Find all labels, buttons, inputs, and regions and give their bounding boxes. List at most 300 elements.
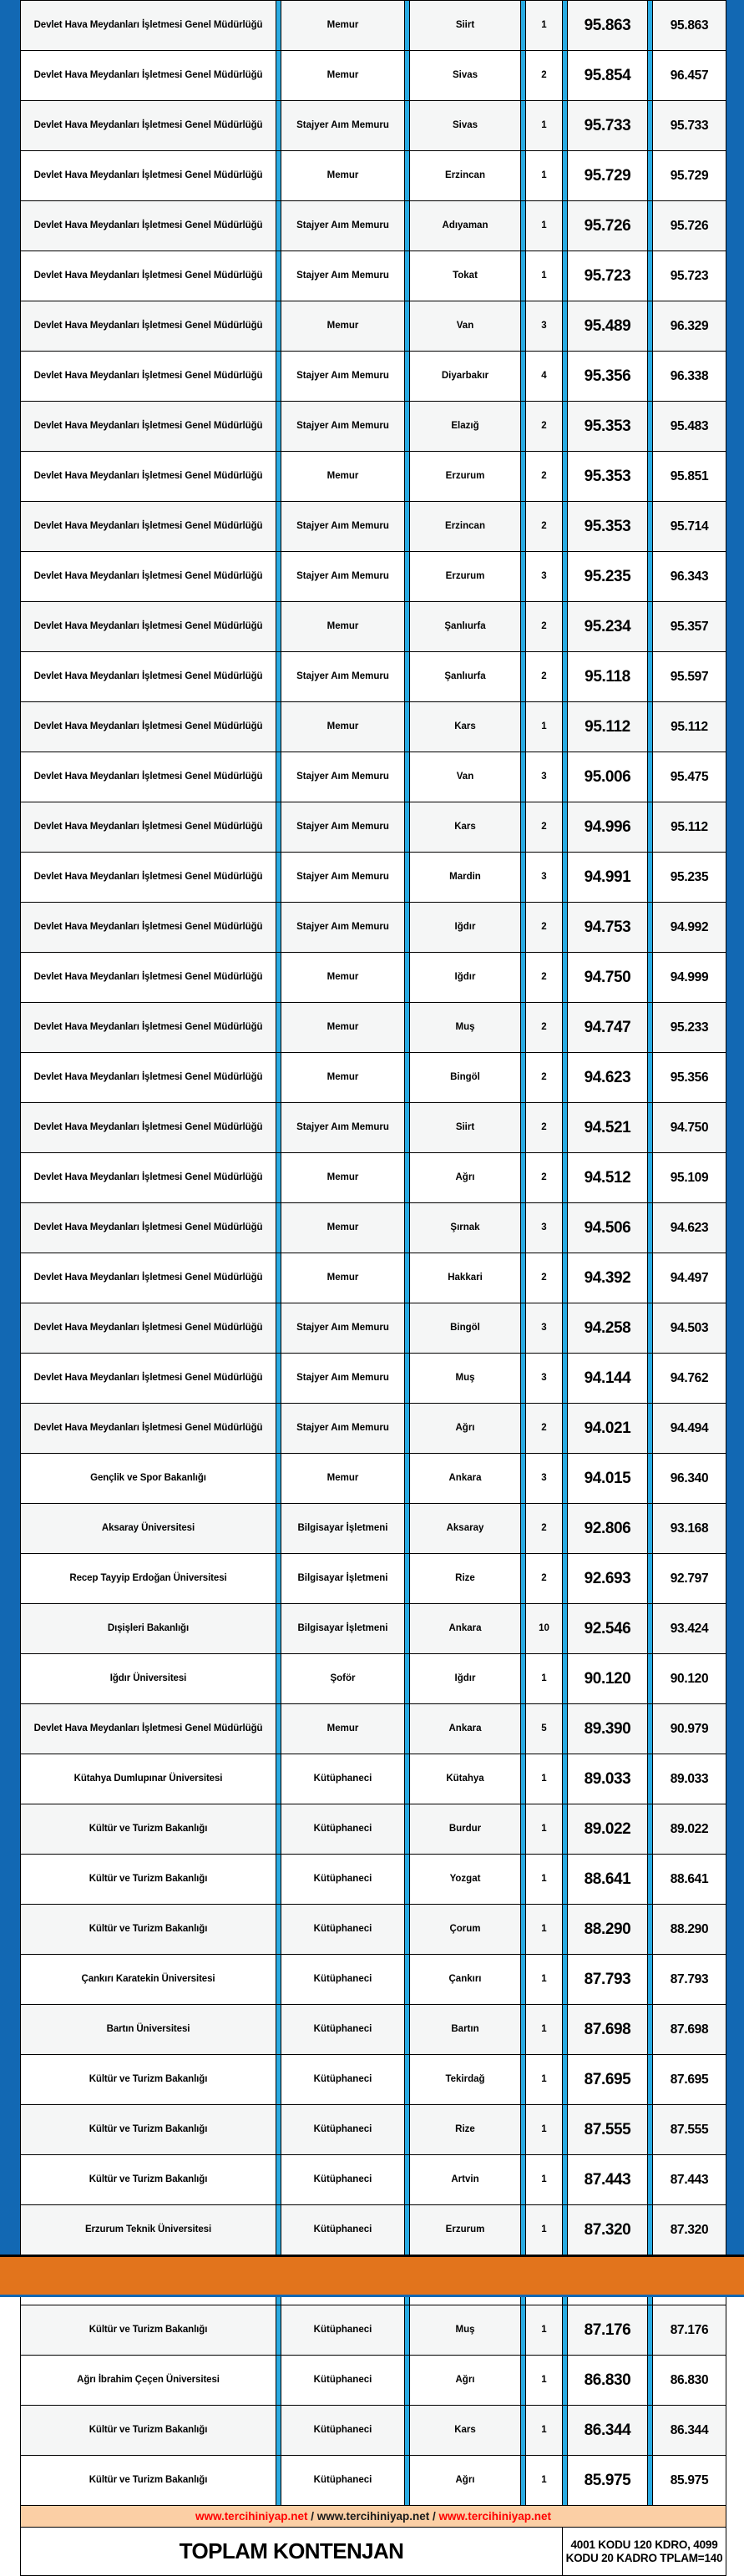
cell-quota: 3 (526, 301, 563, 352)
table-row (21, 903, 726, 953)
cell-city: Iğdır (410, 903, 521, 953)
cell-min-score: 95.729 (568, 151, 648, 201)
table-row (21, 1203, 726, 1253)
cell-max-score: 92.797 (653, 1554, 726, 1604)
cell-institution: Kültür ve Turizm Bakanlığı (21, 2105, 276, 2155)
table-row (21, 2456, 726, 2506)
cell-quota: 1 (526, 1654, 563, 1704)
cell-quota: 2 (526, 602, 563, 652)
cell-quota: 2 (526, 1253, 563, 1303)
table-row (21, 2356, 726, 2406)
cell-min-score: 95.854 (568, 51, 648, 101)
cell-max-score: 95.726 (653, 201, 726, 251)
cell-quota: 4 (526, 352, 563, 402)
bottom-orange-bar (0, 2255, 744, 2297)
cell-institution: Devlet Hava Meydanları İşletmesi Genel Müdürlüğü (21, 1253, 276, 1303)
cell-city: Bartın (410, 2005, 521, 2055)
cell-max-score: 87.443 (653, 2155, 726, 2205)
cell-title: Memur (281, 1053, 405, 1103)
table-row (21, 1303, 726, 1354)
cell-max-score: 95.723 (653, 251, 726, 301)
cell-max-score: 94.494 (653, 1404, 726, 1454)
cell-city: Diyarbakır (410, 352, 521, 402)
cell-city: Ankara (410, 1604, 521, 1654)
cell-quota: 1 (526, 2155, 563, 2205)
cell-institution: Devlet Hava Meydanları İşletmesi Genel Müdürlüğü (21, 1053, 276, 1103)
table-row (21, 853, 726, 903)
placement-score-table (20, 0, 726, 2576)
cell-city: Kütahya (410, 1754, 521, 1804)
cell-quota: 1 (526, 2205, 563, 2255)
cell-min-score: 95.863 (568, 1, 648, 51)
cell-max-score: 87.698 (653, 2005, 726, 2055)
table-row (21, 1253, 726, 1303)
cell-title: Stajyer Aım Memuru (281, 201, 405, 251)
table-row (21, 2055, 726, 2105)
cell-max-score: 96.343 (653, 552, 726, 602)
cell-min-score: 89.022 (568, 1804, 648, 1855)
table-row (21, 151, 726, 201)
cell-quota: 2 (526, 652, 563, 702)
table-row (21, 1454, 726, 1504)
cell-institution: Devlet Hava Meydanları İşletmesi Genel Müdürlüğü (21, 702, 276, 752)
cell-quota: 1 (526, 2456, 563, 2506)
cell-quota: 1 (526, 2356, 563, 2406)
table-row (21, 2155, 726, 2205)
table-row (21, 1003, 726, 1053)
cell-city: Iğdır (410, 1654, 521, 1704)
cell-title: Stajyer Aım Memuru (281, 1354, 405, 1404)
cell-min-score: 95.353 (568, 502, 648, 552)
cell-quota: 10 (526, 1604, 563, 1654)
cell-quota: 2 (526, 953, 563, 1003)
cell-institution: Devlet Hava Meydanları İşletmesi Genel Müdürlüğü (21, 652, 276, 702)
cell-max-score: 87.176 (653, 2305, 726, 2356)
cell-quota: 2 (526, 1404, 563, 1454)
cell-min-score: 95.723 (568, 251, 648, 301)
cell-min-score: 94.015 (568, 1454, 648, 1504)
cell-city: Çankırı (410, 1955, 521, 2005)
cell-quota: 1 (526, 2305, 563, 2356)
cell-max-score: 95.475 (653, 752, 726, 802)
table-row (21, 101, 726, 151)
cell-max-score: 90.120 (653, 1654, 726, 1704)
table-row (21, 201, 726, 251)
cell-institution: Devlet Hava Meydanları İşletmesi Genel Müdürlüğü (21, 1704, 276, 1754)
cell-institution: Kültür ve Turizm Bakanlığı (21, 2406, 276, 2456)
cell-max-score: 87.793 (653, 1955, 726, 2005)
cell-quota: 1 (526, 1955, 563, 2005)
cell-max-score: 95.356 (653, 1053, 726, 1103)
cell-institution: Devlet Hava Meydanları İşletmesi Genel Müdürlüğü (21, 1003, 276, 1053)
cell-min-score: 94.623 (568, 1053, 648, 1103)
watermark-link-2: www.tercihiniyap.net (316, 2509, 430, 2523)
cell-min-score: 87.555 (568, 2105, 648, 2155)
cell-institution: Gençlik ve Spor Bakanlığı (21, 1454, 276, 1504)
cell-min-score: 94.506 (568, 1203, 648, 1253)
cell-min-score: 95.726 (568, 201, 648, 251)
watermark-cell (21, 2506, 726, 2528)
cell-min-score: 87.443 (568, 2155, 648, 2205)
cell-title: Memur (281, 151, 405, 201)
cell-min-score: 87.176 (568, 2305, 648, 2356)
table-row (21, 552, 726, 602)
cell-institution: Devlet Hava Meydanları İşletmesi Genel Müdürlüğü (21, 1, 276, 51)
cell-min-score: 94.750 (568, 953, 648, 1003)
cell-city: Muş (410, 1003, 521, 1053)
table-row (21, 752, 726, 802)
cell-institution: Devlet Hava Meydanları İşletmesi Genel Müdürlüğü (21, 101, 276, 151)
cell-city: Çorum (410, 1905, 521, 1955)
cell-max-score: 94.992 (653, 903, 726, 953)
cell-min-score: 95.006 (568, 752, 648, 802)
cell-city: Burdur (410, 1804, 521, 1855)
cell-city: Şanlıurfa (410, 602, 521, 652)
cell-title: Memur (281, 602, 405, 652)
cell-max-score: 95.483 (653, 402, 726, 452)
cell-quota: 1 (526, 1, 563, 51)
cell-quota: 1 (526, 101, 563, 151)
cell-institution: Devlet Hava Meydanları İşletmesi Genel Müdürlüğü (21, 602, 276, 652)
cell-title: Stajyer Aım Memuru (281, 853, 405, 903)
cell-max-score: 86.830 (653, 2356, 726, 2406)
cell-quota: 3 (526, 1354, 563, 1404)
table-row (21, 953, 726, 1003)
cell-min-score: 92.693 (568, 1554, 648, 1604)
cell-institution: Kültür ve Turizm Bakanlığı (21, 2155, 276, 2205)
cell-institution: Devlet Hava Meydanları İşletmesi Genel Müdürlüğü (21, 802, 276, 853)
cell-max-score: 94.999 (653, 953, 726, 1003)
table-row (21, 1103, 726, 1153)
cell-max-score: 90.979 (653, 1704, 726, 1754)
cell-max-score: 95.597 (653, 652, 726, 702)
cell-max-score: 88.641 (653, 1855, 726, 1905)
cell-title: Kütüphaneci (281, 2305, 405, 2356)
table-row (21, 702, 726, 752)
cell-quota: 1 (526, 1905, 563, 1955)
right-blue-rail (726, 0, 744, 2255)
cell-min-score: 94.521 (568, 1103, 648, 1153)
total-quota-line-1: 4001 KODU 120 KDRO, 4099 (570, 2538, 718, 2551)
cell-city: Erzincan (410, 502, 521, 552)
cell-max-score: 85.975 (653, 2456, 726, 2506)
cell-title: Kütüphaneci (281, 2155, 405, 2205)
table-row (21, 1504, 726, 1554)
cell-max-score: 87.555 (653, 2105, 726, 2155)
cell-quota: 1 (526, 702, 563, 752)
cell-city: Tekirdağ (410, 2055, 521, 2105)
cell-city: Aksaray (410, 1504, 521, 1554)
table-row (21, 2205, 726, 2255)
cell-max-score: 93.168 (653, 1504, 726, 1554)
cell-title: Kütüphaneci (281, 2055, 405, 2105)
cell-quota: 2 (526, 502, 563, 552)
table-row (21, 1554, 726, 1604)
cell-title: Bilgisayar İşletmeni (281, 1504, 405, 1554)
cell-city: Elazığ (410, 402, 521, 452)
cell-city: Van (410, 752, 521, 802)
cell-quota: 2 (526, 1003, 563, 1053)
cell-title: Memur (281, 953, 405, 1003)
cell-title: Kütüphaneci (281, 1855, 405, 1905)
cell-quota: 2 (526, 1053, 563, 1103)
cell-quota: 3 (526, 752, 563, 802)
cell-min-score: 94.144 (568, 1354, 648, 1404)
cell-title: Stajyer Aım Memuru (281, 101, 405, 151)
cell-city: Muş (410, 2305, 521, 2356)
cell-min-score: 95.234 (568, 602, 648, 652)
cell-institution: Aksaray Üniversitesi (21, 1504, 276, 1554)
cell-min-score: 86.344 (568, 2406, 648, 2456)
table-row (21, 502, 726, 552)
cell-quota: 2 (526, 1554, 563, 1604)
cell-institution: Ağrı İbrahim Çeçen Üniversitesi (21, 2356, 276, 2406)
total-row (21, 2528, 726, 2576)
cell-quota: 3 (526, 853, 563, 903)
cell-city: Kars (410, 2406, 521, 2456)
table-row (21, 352, 726, 402)
cell-min-score: 85.975 (568, 2456, 648, 2506)
cell-institution: Devlet Hava Meydanları İşletmesi Genel Müdürlüğü (21, 301, 276, 352)
cell-max-score: 93.424 (653, 1604, 726, 1654)
total-quota-line-2: KODU 20 KADRO TPLAM=140 (565, 2551, 723, 2564)
cell-title: Kütüphaneci (281, 1955, 405, 2005)
table-row (21, 51, 726, 101)
cell-city: Siirt (410, 1, 521, 51)
cell-title: Stajyer Aım Memuru (281, 1103, 405, 1153)
cell-min-score: 86.830 (568, 2356, 648, 2406)
cell-institution: Devlet Hava Meydanları İşletmesi Genel Müdürlüğü (21, 552, 276, 602)
cell-city: Mardin (410, 853, 521, 903)
cell-max-score: 94.503 (653, 1303, 726, 1354)
table-row (21, 1053, 726, 1103)
cell-max-score: 96.338 (653, 352, 726, 402)
cell-max-score: 89.033 (653, 1754, 726, 1804)
cell-city: Ağrı (410, 1404, 521, 1454)
cell-institution: Devlet Hava Meydanları İşletmesi Genel Müdürlüğü (21, 1203, 276, 1253)
cell-title: Memur (281, 51, 405, 101)
cell-title: Kütüphaneci (281, 1754, 405, 1804)
cell-min-score: 95.489 (568, 301, 648, 352)
cell-title: Kütüphaneci (281, 2105, 405, 2155)
cell-min-score: 94.753 (568, 903, 648, 953)
cell-quota: 2 (526, 402, 563, 452)
cell-min-score: 89.033 (568, 1754, 648, 1804)
cell-quota: 1 (526, 1855, 563, 1905)
cell-quota: 1 (526, 251, 563, 301)
cell-title: Stajyer Aım Memuru (281, 752, 405, 802)
cell-max-score: 95.851 (653, 452, 726, 502)
cell-quota: 2 (526, 903, 563, 953)
cell-min-score: 95.353 (568, 452, 648, 502)
cell-institution: Kültür ve Turizm Bakanlığı (21, 2456, 276, 2506)
cell-quota: 3 (526, 1454, 563, 1504)
cell-quota: 1 (526, 2105, 563, 2155)
table-footer-body (21, 2506, 726, 2576)
table-row (21, 2005, 726, 2055)
cell-city: Ankara (410, 1454, 521, 1504)
cell-title: Memur (281, 1003, 405, 1053)
cell-min-score: 87.695 (568, 2055, 648, 2105)
cell-institution: Devlet Hava Meydanları İşletmesi Genel Müdürlüğü (21, 953, 276, 1003)
cell-title: Kütüphaneci (281, 1804, 405, 1855)
cell-quota: 3 (526, 1203, 563, 1253)
cell-city: Kars (410, 702, 521, 752)
table-row (21, 652, 726, 702)
table-row (21, 602, 726, 652)
cell-title: Stajyer Aım Memuru (281, 1303, 405, 1354)
cell-city: Van (410, 301, 521, 352)
watermark-link-3: www.tercihiniyap.net (438, 2509, 552, 2523)
total-quota-value (563, 2528, 726, 2576)
cell-institution: Devlet Hava Meydanları İşletmesi Genel Müdürlüğü (21, 1354, 276, 1404)
cell-title: Kütüphaneci (281, 1905, 405, 1955)
table-row (21, 2406, 726, 2456)
cell-title: Memur (281, 1, 405, 51)
cell-city: Erzurum (410, 552, 521, 602)
table-row (21, 1, 726, 51)
cell-city: Rize (410, 2105, 521, 2155)
watermark-row (21, 2506, 726, 2528)
cell-max-score: 96.329 (653, 301, 726, 352)
cell-quota: 1 (526, 1804, 563, 1855)
cell-max-score: 95.235 (653, 853, 726, 903)
cell-max-score: 88.290 (653, 1905, 726, 1955)
score-table-container (20, 0, 726, 2576)
cell-title: Bilgisayar İşletmeni (281, 1554, 405, 1604)
cell-max-score: 87.695 (653, 2055, 726, 2105)
cell-quota: 2 (526, 1103, 563, 1153)
cell-max-score: 95.112 (653, 702, 726, 752)
cell-min-score: 95.112 (568, 702, 648, 752)
cell-min-score: 90.120 (568, 1654, 648, 1704)
cell-quota: 2 (526, 452, 563, 502)
cell-max-score: 95.863 (653, 1, 726, 51)
cell-title: Stajyer Aım Memuru (281, 402, 405, 452)
cell-institution: Kültür ve Turizm Bakanlığı (21, 1804, 276, 1855)
cell-institution: Bartın Üniversitesi (21, 2005, 276, 2055)
table-row (21, 1804, 726, 1855)
cell-city: Bingöl (410, 1053, 521, 1103)
cell-min-score: 94.021 (568, 1404, 648, 1454)
cell-title: Memur (281, 1203, 405, 1253)
cell-quota: 1 (526, 2005, 563, 2055)
table-row (21, 2305, 726, 2356)
cell-min-score: 87.320 (568, 2205, 648, 2255)
cell-title: Stajyer Aım Memuru (281, 903, 405, 953)
cell-city: Siirt (410, 1103, 521, 1153)
cell-max-score: 94.497 (653, 1253, 726, 1303)
cell-title: Kütüphaneci (281, 2406, 405, 2456)
cell-max-score: 95.233 (653, 1003, 726, 1053)
cell-institution: Iğdır Üniversitesi (21, 1654, 276, 1704)
table-row (21, 402, 726, 452)
cell-institution: Devlet Hava Meydanları İşletmesi Genel Müdürlüğü (21, 201, 276, 251)
cell-institution: Kütahya Dumlupınar Üniversitesi (21, 1754, 276, 1804)
cell-quota: 1 (526, 2055, 563, 2105)
cell-max-score: 95.112 (653, 802, 726, 853)
cell-title: Şoför (281, 1654, 405, 1704)
cell-institution: Kültür ve Turizm Bakanlığı (21, 1855, 276, 1905)
cell-min-score: 87.793 (568, 1955, 648, 2005)
table-row (21, 301, 726, 352)
cell-institution: Recep Tayyip Erdoğan Üniversitesi (21, 1554, 276, 1604)
cell-institution: Devlet Hava Meydanları İşletmesi Genel Müdürlüğü (21, 1303, 276, 1354)
cell-max-score: 95.714 (653, 502, 726, 552)
cell-institution: Devlet Hava Meydanları İşletmesi Genel Müdürlüğü (21, 51, 276, 101)
cell-quota: 1 (526, 2406, 563, 2456)
cell-min-score: 89.390 (568, 1704, 648, 1754)
cell-institution: Devlet Hava Meydanları İşletmesi Genel Müdürlüğü (21, 1103, 276, 1153)
cell-title: Stajyer Aım Memuru (281, 502, 405, 552)
cell-quota: 2 (526, 51, 563, 101)
cell-max-score: 96.457 (653, 51, 726, 101)
table-row (21, 1754, 726, 1804)
cell-max-score: 94.750 (653, 1103, 726, 1153)
cell-max-score: 94.762 (653, 1354, 726, 1404)
table-row (21, 1404, 726, 1454)
cell-min-score: 94.512 (568, 1153, 648, 1203)
cell-institution: Devlet Hava Meydanları İşletmesi Genel Müdürlüğü (21, 402, 276, 452)
cell-max-score: 86.344 (653, 2406, 726, 2456)
table-row (21, 1905, 726, 1955)
cell-institution: Kültür ve Turizm Bakanlığı (21, 2055, 276, 2105)
cell-title: Bilgisayar İşletmeni (281, 1604, 405, 1654)
watermark-separator-2: / (429, 2509, 439, 2523)
cell-max-score: 95.357 (653, 602, 726, 652)
cell-title: Kütüphaneci (281, 2005, 405, 2055)
cell-quota: 3 (526, 552, 563, 602)
cell-quota: 3 (526, 1303, 563, 1354)
cell-city: Yozgat (410, 1855, 521, 1905)
cell-city: Ankara (410, 1704, 521, 1754)
cell-title: Memur (281, 452, 405, 502)
cell-title: Stajyer Aım Memuru (281, 251, 405, 301)
cell-city: Rize (410, 1554, 521, 1604)
cell-city: Kars (410, 802, 521, 853)
cell-title: Memur (281, 301, 405, 352)
table-row (21, 1354, 726, 1404)
cell-max-score: 95.733 (653, 101, 726, 151)
table-row (21, 802, 726, 853)
table-row (21, 1955, 726, 2005)
table-row (21, 251, 726, 301)
table-body (21, 1, 726, 2506)
watermark-separator-1: / (307, 2509, 317, 2523)
cell-title: Stajyer Aım Memuru (281, 552, 405, 602)
cell-institution: Devlet Hava Meydanları İşletmesi Genel Müdürlüğü (21, 352, 276, 402)
cell-min-score: 95.235 (568, 552, 648, 602)
cell-max-score: 87.320 (653, 2205, 726, 2255)
cell-quota: 1 (526, 1754, 563, 1804)
cell-city: Ağrı (410, 1153, 521, 1203)
cell-title: Memur (281, 1454, 405, 1504)
cell-min-score: 95.356 (568, 352, 648, 402)
cell-min-score: 95.353 (568, 402, 648, 452)
cell-title: Kütüphaneci (281, 2356, 405, 2406)
cell-title: Stajyer Aım Memuru (281, 652, 405, 702)
table-row (21, 1855, 726, 1905)
cell-max-score: 94.623 (653, 1203, 726, 1253)
cell-institution: Devlet Hava Meydanları İşletmesi Genel Müdürlüğü (21, 853, 276, 903)
cell-title: Stajyer Aım Memuru (281, 352, 405, 402)
cell-title: Memur (281, 702, 405, 752)
cell-quota: 1 (526, 201, 563, 251)
cell-min-score: 94.996 (568, 802, 648, 853)
cell-institution: Devlet Hava Meydanları İşletmesi Genel Müdürlüğü (21, 752, 276, 802)
cell-city: Şırnak (410, 1203, 521, 1253)
watermark-link-1: www.tercihiniyap.net (195, 2509, 308, 2523)
